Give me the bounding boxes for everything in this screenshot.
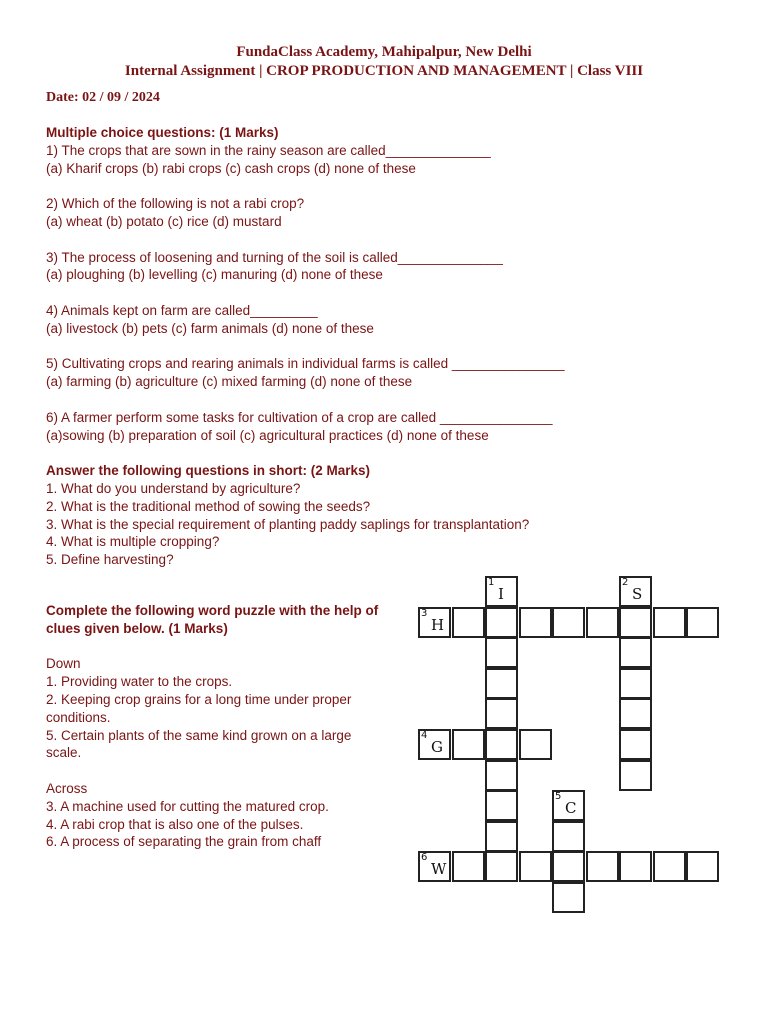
crossword-cell[interactable] xyxy=(619,760,652,791)
crossword-cell[interactable] xyxy=(485,607,518,638)
crossword-cell[interactable] xyxy=(485,637,518,668)
mcq-question: 3) The process of loosening and turning of the soil is called______________ xyxy=(46,249,503,265)
crossword-cell[interactable] xyxy=(485,851,518,882)
short-question: 1. What do you understand by agriculture? xyxy=(46,480,301,496)
crossword-cell[interactable] xyxy=(619,637,652,668)
crossword-cell[interactable] xyxy=(686,851,719,882)
down-clue: 2. Keeping crop grains for a long time under proper conditions. xyxy=(46,691,352,725)
puzzle-heading: Complete the following word puzzle with the help of clues given below. (1 Marks) xyxy=(46,603,379,636)
crossword-cell[interactable] xyxy=(519,729,552,760)
crossword-cell[interactable] xyxy=(519,851,552,882)
mcq-options: (a) livestock (b) pets (c) farm animals (d) none of these xyxy=(46,320,374,336)
crossword-cell[interactable] xyxy=(452,607,485,638)
clue-number: 4 xyxy=(421,730,428,741)
crossword-cell[interactable] xyxy=(418,607,451,638)
crossword-cell[interactable] xyxy=(686,607,719,638)
short-question: 2. What is the traditional method of sowing the seeds? xyxy=(46,498,371,514)
crossword-cell[interactable] xyxy=(619,668,652,699)
mcq-heading: Multiple choice questions: (1 Marks) xyxy=(46,125,279,140)
clue-number: 5 xyxy=(555,791,562,803)
assignment-title: Internal Assignment | CROP PRODUCTION AND MANAGEMENT | Class VIII xyxy=(124,63,644,79)
mcq-question: 2) Which of the following is not a rabi crop? xyxy=(46,196,305,212)
given-letter: W xyxy=(431,860,447,879)
crossword-cell[interactable] xyxy=(653,607,686,638)
mcq-options: (a) Kharif crops (b) rabi crops (c) cash crops (d) none of these xyxy=(46,160,416,176)
crossword-cell[interactable] xyxy=(485,576,518,607)
mcq-options: (a) ploughing (b) levelling (c) manuring (d) none of these xyxy=(46,267,383,283)
mcq-options: (a)sowing (b) preparation of soil (c) agricultural practices (d) none of these xyxy=(46,427,489,443)
crossword-cell[interactable] xyxy=(485,729,518,760)
school-name: FundaClass Academy, Mahipalpur, New Delhi xyxy=(236,44,532,60)
across-clue: 4. A rabi crop that is also one of the pulses. xyxy=(46,816,304,832)
short-question: 4. What is multiple cropping? xyxy=(46,534,220,550)
assignment-date: Date: 02 / 09 / 2024 xyxy=(46,90,160,105)
across-label: Across xyxy=(46,780,88,796)
crossword-cell[interactable] xyxy=(552,882,585,913)
mcq-section xyxy=(46,124,565,569)
crossword-cell[interactable] xyxy=(619,698,652,729)
given-letter: H xyxy=(431,615,445,634)
crossword-cell[interactable] xyxy=(619,607,652,638)
clue-number: 3 xyxy=(421,607,428,619)
crossword-cell[interactable] xyxy=(418,851,451,882)
mcq-options: (a) wheat (b) potato (c) rice (d) mustard xyxy=(46,213,282,229)
crossword-cell[interactable] xyxy=(418,729,451,760)
given-letter: I xyxy=(498,585,504,603)
mcq-question: 6) A farmer perform some tasks for cultivation of a crop are called _______________ xyxy=(46,409,553,425)
crossword-cell[interactable] xyxy=(452,729,485,760)
short-question: 5. Define harvesting? xyxy=(46,552,174,568)
given-letter: S xyxy=(632,585,643,603)
short-answer-heading: Answer the following questions in short: (2 Marks) xyxy=(46,463,371,479)
across-clue: 3. A machine used for cutting the matured crop. xyxy=(46,798,329,814)
crossword-cell[interactable] xyxy=(552,607,585,638)
crossword-cell[interactable] xyxy=(619,851,652,882)
down-clue: 5. Certain plants of the same kind grown on a large scale. xyxy=(46,727,352,761)
clue-number: 2 xyxy=(622,577,629,588)
crossword-cell[interactable] xyxy=(619,576,652,607)
crossword-cell[interactable] xyxy=(653,851,686,882)
given-letter: C xyxy=(565,799,577,818)
mcq-question: 1) The crops that are sown in the rainy season are called______________ xyxy=(46,142,491,158)
crossword-cell[interactable] xyxy=(586,851,619,882)
crossword-cell[interactable] xyxy=(452,851,485,882)
crossword-cell[interactable] xyxy=(485,698,518,729)
puzzle-clues xyxy=(46,602,386,851)
crossword-cell[interactable] xyxy=(552,851,585,882)
mcq-question: 5) Cultivating crops and rearing animals in individual farms is called _______________ xyxy=(46,356,565,372)
across-clue: 6. A process of separating the grain from chaff xyxy=(46,834,322,850)
crossword-cell[interactable] xyxy=(485,668,518,699)
clue-number: 6 xyxy=(421,852,428,864)
crossword-cell[interactable] xyxy=(586,607,619,638)
given-letter: G xyxy=(431,738,443,756)
mcq-question: 4) Animals kept on farm are called_________ xyxy=(46,302,318,318)
crossword-cell[interactable] xyxy=(552,821,585,852)
crossword-cell[interactable] xyxy=(485,821,518,852)
crossword-cell[interactable] xyxy=(485,790,518,821)
crossword-cell[interactable] xyxy=(619,729,652,760)
crossword-cell[interactable] xyxy=(519,607,552,638)
short-question: 3. What is the special requirement of planting paddy saplings for transplantation? xyxy=(46,516,530,532)
down-label: Down xyxy=(46,656,81,672)
down-clue: 1. Providing water to the crops. xyxy=(46,674,233,690)
mcq-options: (a) farming (b) agriculture (c) mixed farming (d) none of these xyxy=(46,374,413,390)
clue-number: 1 xyxy=(488,577,495,588)
crossword-cell[interactable] xyxy=(552,790,585,821)
crossword-cell[interactable] xyxy=(485,760,518,791)
